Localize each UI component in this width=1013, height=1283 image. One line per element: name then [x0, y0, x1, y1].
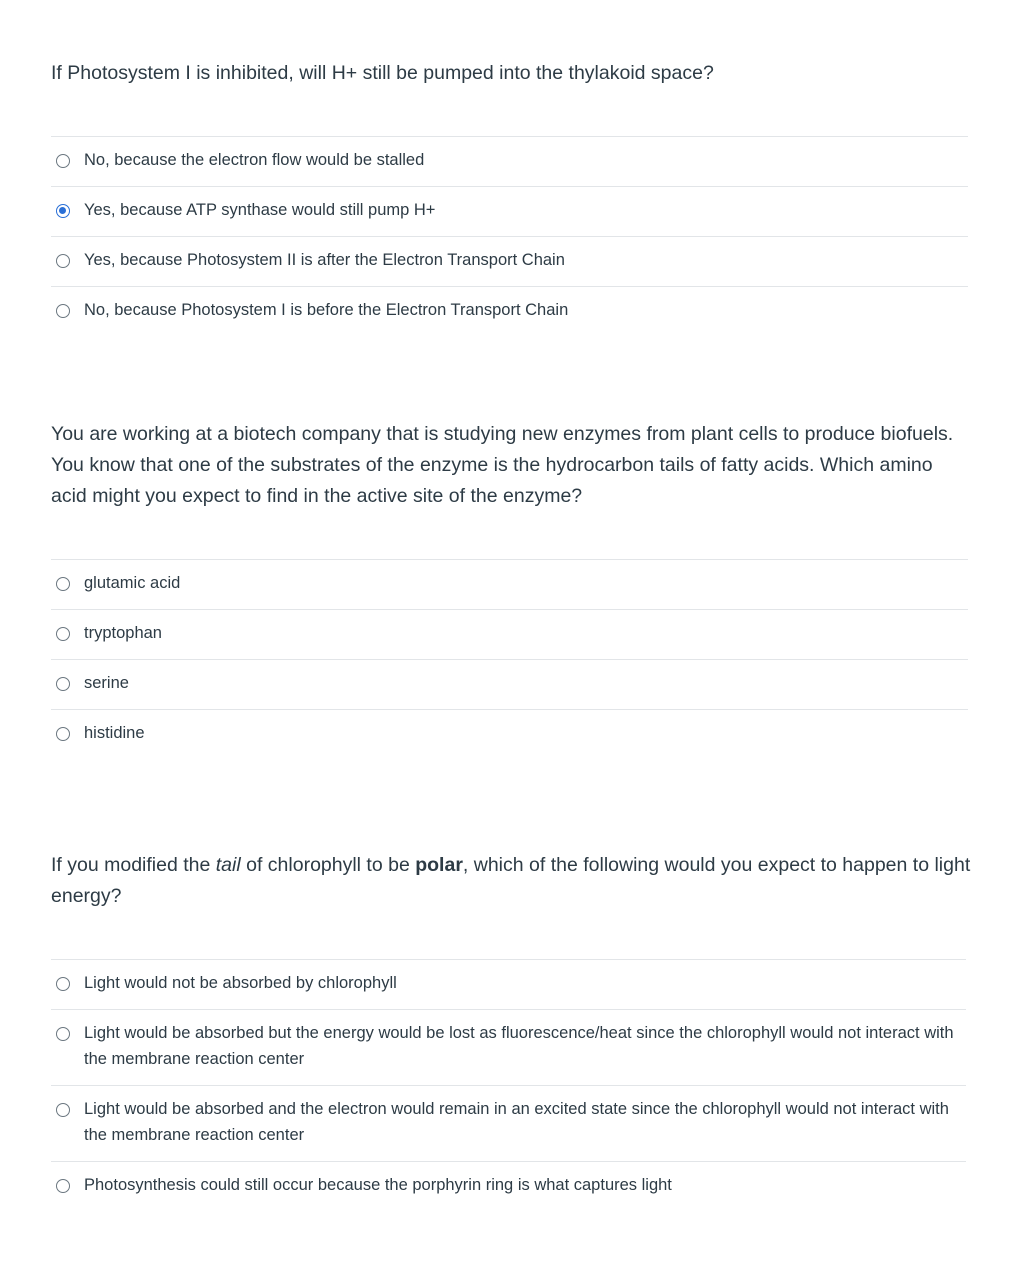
question-2 — [51, 419, 971, 512]
answer-option[interactable] — [51, 609, 968, 659]
question-1-text: If Photosystem I is inhibited, will H+ still be pumped into the thylakoid space? — [51, 62, 714, 84]
radio-button[interactable] — [56, 627, 70, 641]
answer-label: glutamic acid — [84, 574, 181, 592]
answer-option[interactable] — [51, 959, 966, 1009]
answer-label: No, because the electron flow would be stalled — [84, 151, 425, 169]
answer-label: No, because Photosystem I is before the Electron Transport Chain — [84, 301, 569, 319]
answer-label: Photosynthesis could still occur because the porphyrin ring is what captures light — [84, 1176, 672, 1194]
radio-button[interactable] — [56, 1027, 70, 1041]
question-3-text-part: of chlorophyll to be — [240, 854, 416, 876]
question-3-answers — [51, 959, 966, 1211]
answer-option[interactable] — [51, 709, 968, 759]
radio-button[interactable] — [56, 304, 70, 318]
radio-button[interactable] — [56, 254, 70, 268]
question-3-text-part: , which of the following would you expect to happen to light energy? — [51, 854, 971, 907]
answer-option[interactable] — [51, 1085, 966, 1161]
answer-label: Light would be absorbed and the electron would remain in an excited state since the chlorophyll would not interact with the membrane reaction center — [84, 1100, 949, 1144]
answer-option[interactable] — [51, 236, 968, 286]
answer-label: Yes, because ATP synthase would still pump H+ — [84, 201, 436, 219]
question-2-text: You are working at a biotech company that is studying new enzymes from plant cells to produce biofuels. You know that one of the substrates of the enzyme is the hydrocarbon tails of fatty acids. Which amino acid might you expect to find in the active site of the enzyme? — [51, 423, 954, 507]
question-3-emphasis: tail — [215, 854, 241, 876]
radio-button[interactable] — [56, 977, 70, 991]
question-3-text — [51, 850, 971, 912]
question-2-answers — [51, 559, 968, 759]
answer-option[interactable] — [51, 1161, 966, 1211]
radio-button[interactable] — [56, 1103, 70, 1117]
answer-label: serine — [84, 674, 129, 692]
answer-label: Light would be absorbed but the energy would be lost as fluorescence/heat since the chlorophyll would not interact with the membrane reaction center — [84, 1024, 954, 1068]
answer-label: Yes, because Photosystem II is after the Electron Transport Chain — [84, 251, 565, 269]
radio-button[interactable] — [56, 677, 70, 691]
radio-button-selected[interactable] — [56, 204, 70, 218]
question-3-text-part: If you modified the — [51, 854, 216, 876]
radio-button[interactable] — [56, 1179, 70, 1193]
radio-button[interactable] — [56, 577, 70, 591]
question-3-strong: polar — [415, 854, 463, 876]
question-1 — [51, 58, 971, 89]
answer-option[interactable] — [51, 659, 968, 709]
question-3 — [51, 850, 971, 912]
radio-button[interactable] — [56, 154, 70, 168]
answer-label: Light would not be absorbed by chlorophyll — [84, 974, 397, 992]
answer-label: tryptophan — [84, 624, 162, 642]
question-1-answers — [51, 136, 968, 336]
answer-option[interactable] — [51, 186, 968, 236]
answer-label: histidine — [84, 724, 145, 742]
answer-option[interactable] — [51, 559, 968, 609]
answer-option[interactable] — [51, 136, 968, 186]
answer-option[interactable] — [51, 286, 968, 336]
answer-option[interactable] — [51, 1009, 966, 1085]
radio-button[interactable] — [56, 727, 70, 741]
